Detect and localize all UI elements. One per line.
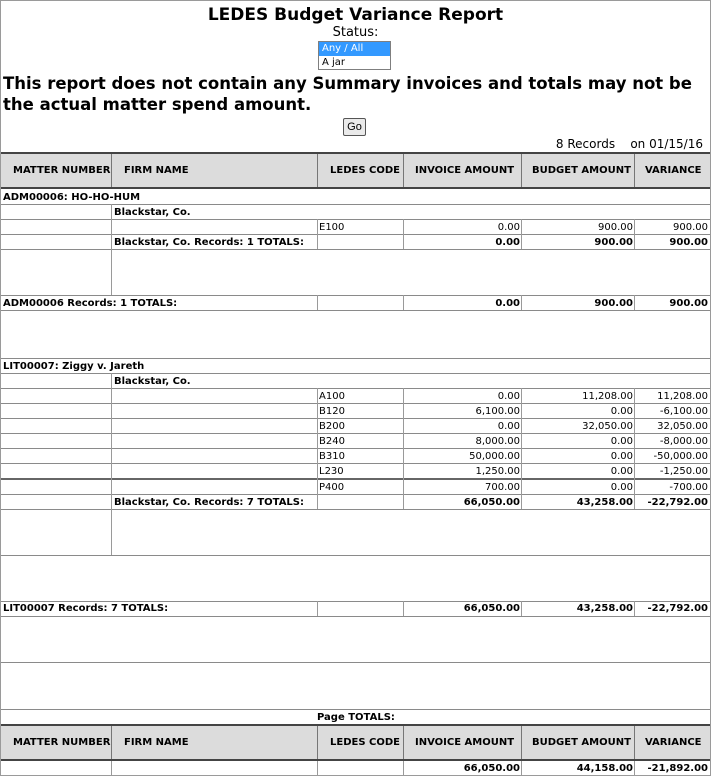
variance-amount: -700.00 [669,482,708,493]
budget-amount: 0.00 [610,482,633,493]
invoice-amount: 8,000.00 [475,436,520,447]
matter-total-label: ADM00006 Records: 1 TOTALS: [3,298,178,309]
status-option-any-all[interactable]: Any / All [319,42,390,56]
matter-total-invoice: 0.00 [495,298,520,309]
firm-total-variance: 900.00 [669,237,708,248]
ledes-code: B120 [319,406,345,417]
column-header-matter-number[interactable]: MATTER NUMBER [13,737,111,748]
status-label: Status: [332,25,379,40]
firm-total-label: Blackstar, Co. Records: 1 TOTALS: [114,237,305,248]
budget-amount: 0.00 [610,466,633,477]
go-button[interactable]: Go [343,118,366,136]
invoice-amount: 0.00 [497,421,520,432]
column-header-invoice-amount[interactable]: INVOICE AMOUNT [415,165,515,176]
budget-amount: 32,050.00 [582,421,633,432]
firm-total-budget: 900.00 [594,237,633,248]
page-total-budget: 44,158.00 [576,763,633,774]
column-header-variance[interactable]: VARIANCE [645,165,702,176]
record-count: 8 Records on 01/15/16 [555,137,703,151]
matter-header: LIT00007: Ziggy v. Jareth [3,361,145,372]
variance-amount: 32,050.00 [657,421,708,432]
variance-amount: -1,250.00 [659,466,708,477]
firm-name: Blackstar, Co. [114,376,191,387]
firm-total-invoice: 0.00 [495,237,520,248]
ledes-code: L230 [319,466,344,477]
page-total-invoice: 66,050.00 [463,763,520,774]
ledes-code: B240 [319,436,345,447]
matter-total-invoice: 66,050.00 [463,603,520,614]
column-header-ledes-code[interactable]: LEDES CODE [330,737,400,748]
firm-total-budget: 43,258.00 [576,497,633,508]
ledes-code: E100 [319,222,345,233]
firm-name: Blackstar, Co. [114,207,191,218]
matter-total-budget: 900.00 [594,298,633,309]
ledes-code: B200 [319,421,345,432]
ledes-code: A100 [319,391,345,402]
invoice-amount: 1,250.00 [475,466,520,477]
budget-amount: 11,208.00 [582,391,633,402]
invoice-amount: 700.00 [485,482,520,493]
status-option-a-jar[interactable]: A jar [322,57,346,68]
column-header-variance[interactable]: VARIANCE [645,737,702,748]
page-totals-label: Page TOTALS: [317,712,395,723]
firm-total-invoice: 66,050.00 [463,497,520,508]
column-header-budget-amount[interactable]: BUDGET AMOUNT [532,165,631,176]
invoice-amount: 6,100.00 [475,406,520,417]
variance-amount: 11,208.00 [657,391,708,402]
page-total-variance: -21,892.00 [647,763,708,774]
column-header-firm-name[interactable]: FIRM NAME [124,737,189,748]
matter-total-budget: 43,258.00 [576,603,633,614]
ledes-code: B310 [319,451,345,462]
report-title: LEDES Budget Variance Report [207,5,504,25]
ledes-code: P400 [319,482,345,493]
matter-total-label: LIT00007 Records: 7 TOTALS: [3,603,169,614]
firm-total-label: Blackstar, Co. Records: 7 TOTALS: [114,497,305,508]
invoice-amount: 0.00 [497,222,520,233]
firm-total-variance: -22,792.00 [647,497,708,508]
budget-amount: 0.00 [610,436,633,447]
budget-amount: 900.00 [598,222,633,233]
status-listbox[interactable] [318,41,391,70]
variance-amount: -6,100.00 [659,406,708,417]
matter-total-variance: 900.00 [669,298,708,309]
variance-amount: -50,000.00 [653,451,708,462]
column-header-firm-name[interactable]: FIRM NAME [124,165,189,176]
matter-total-variance: -22,792.00 [647,603,708,614]
variance-amount: 900.00 [673,222,708,233]
column-header-budget-amount[interactable]: BUDGET AMOUNT [532,737,631,748]
budget-amount: 0.00 [610,406,633,417]
column-header-ledes-code[interactable]: LEDES CODE [330,165,400,176]
budget-amount: 0.00 [610,451,633,462]
column-header-invoice-amount[interactable]: INVOICE AMOUNT [415,737,515,748]
column-header-matter-number[interactable]: MATTER NUMBER [13,165,111,176]
invoice-amount: 0.00 [497,391,520,402]
summary-warning: This report does not contain any Summary invoices and totals may not be the actual matter spend amount. [3,74,692,114]
variance-amount: -8,000.00 [659,436,708,447]
invoice-amount: 50,000.00 [469,451,520,462]
matter-header: ADM00006: HO-HO-HUM [3,192,141,203]
